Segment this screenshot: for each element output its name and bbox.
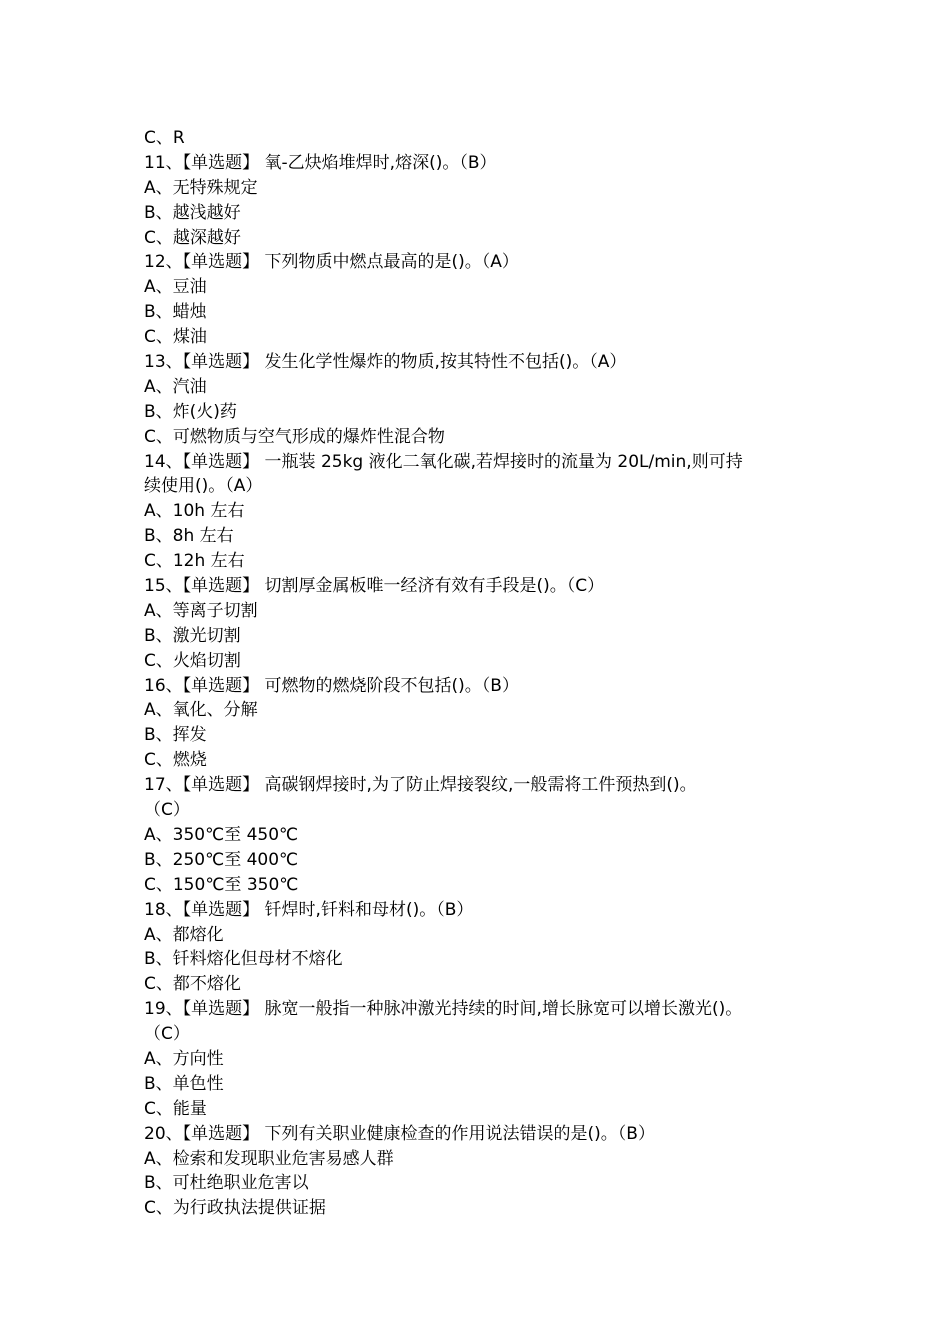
option-line: C、都不熔化 xyxy=(144,974,241,995)
option-line: C、越深越好 xyxy=(144,227,241,248)
option-line: B、单色性 xyxy=(144,1073,224,1094)
question-14-continued: 续使用()。（A） xyxy=(144,476,263,497)
option-line: C、可燃物质与空气形成的爆炸性混合物 xyxy=(144,426,445,447)
option-line: A、都熔化 xyxy=(144,924,224,945)
option-line: B、激光切割 xyxy=(144,625,241,646)
option-line: A、方向性 xyxy=(144,1048,224,1069)
option-line: A、等离子切割 xyxy=(144,600,258,621)
option-line: B、8h 左右 xyxy=(144,526,234,547)
question-11: 11、【单选题】 氧-乙炔焰堆焊时,熔深()。（B） xyxy=(144,152,497,173)
question-12: 12、【单选题】 下列物质中燃点最高的是()。（A） xyxy=(144,252,519,273)
option-line: A、检索和发现职业危害易感人群 xyxy=(144,1148,394,1169)
option-line: C、火焰切割 xyxy=(144,650,241,671)
option-line: C、能量 xyxy=(144,1098,207,1119)
question-13: 13、【单选题】 发生化学性爆炸的物质,按其特性不包括()。（A） xyxy=(144,352,627,373)
option-line: C、150℃至 350℃ xyxy=(144,874,299,895)
option-line: A、豆油 xyxy=(144,277,207,298)
option-line: A、汽油 xyxy=(144,376,207,397)
option-line: B、250℃至 400℃ xyxy=(144,849,299,870)
question-18: 18、【单选题】 钎焊时,钎料和母材()。（B） xyxy=(144,899,474,920)
option-line: A、氧化、分解 xyxy=(144,700,258,721)
option-line: C、12h 左右 xyxy=(144,551,245,572)
option-line: B、钎料熔化但母材不熔化 xyxy=(144,949,343,970)
option-line: C、煤油 xyxy=(144,327,207,348)
option-line: A、10h 左右 xyxy=(144,501,245,522)
option-line: B、炸(火)药 xyxy=(144,401,237,422)
option-line: B、可杜绝职业危害以 xyxy=(144,1173,309,1194)
option-line: C、R xyxy=(144,128,185,148)
question-15: 15、【单选题】 切割厚金属板唯一经济有效有手段是()。（C） xyxy=(144,576,605,597)
question-19-answer: （C） xyxy=(144,1024,190,1045)
question-14: 14、【单选题】 一瓶装 25kg 液化二氧化碳,若焊接时的流量为 20L/min,则可持 xyxy=(144,451,743,472)
option-line: C、燃烧 xyxy=(144,750,207,771)
question-16: 16、【单选题】 可燃物的燃烧阶段不包括()。（B） xyxy=(144,675,519,696)
question-list xyxy=(144,126,824,1221)
question-19: 19、【单选题】 脉宽一般指一种脉冲激光持续的时间,增长脉宽可以增长激光()。 xyxy=(144,999,743,1020)
option-line: A、无特殊规定 xyxy=(144,177,258,198)
question-17-answer: （C） xyxy=(144,800,190,821)
option-line: B、蜡烛 xyxy=(144,302,207,323)
question-20: 20、【单选题】 下列有关职业健康检查的作用说法错误的是()。（B） xyxy=(144,1123,655,1144)
option-line: C、为行政执法提供证据 xyxy=(144,1198,326,1219)
option-line: A、350℃至 450℃ xyxy=(144,824,299,845)
option-line: B、越浅越好 xyxy=(144,202,241,223)
question-17: 17、【单选题】 高碳钢焊接时,为了防止焊接裂纹,一般需将工件预热到()。 xyxy=(144,775,697,796)
option-line: B、挥发 xyxy=(144,725,207,746)
